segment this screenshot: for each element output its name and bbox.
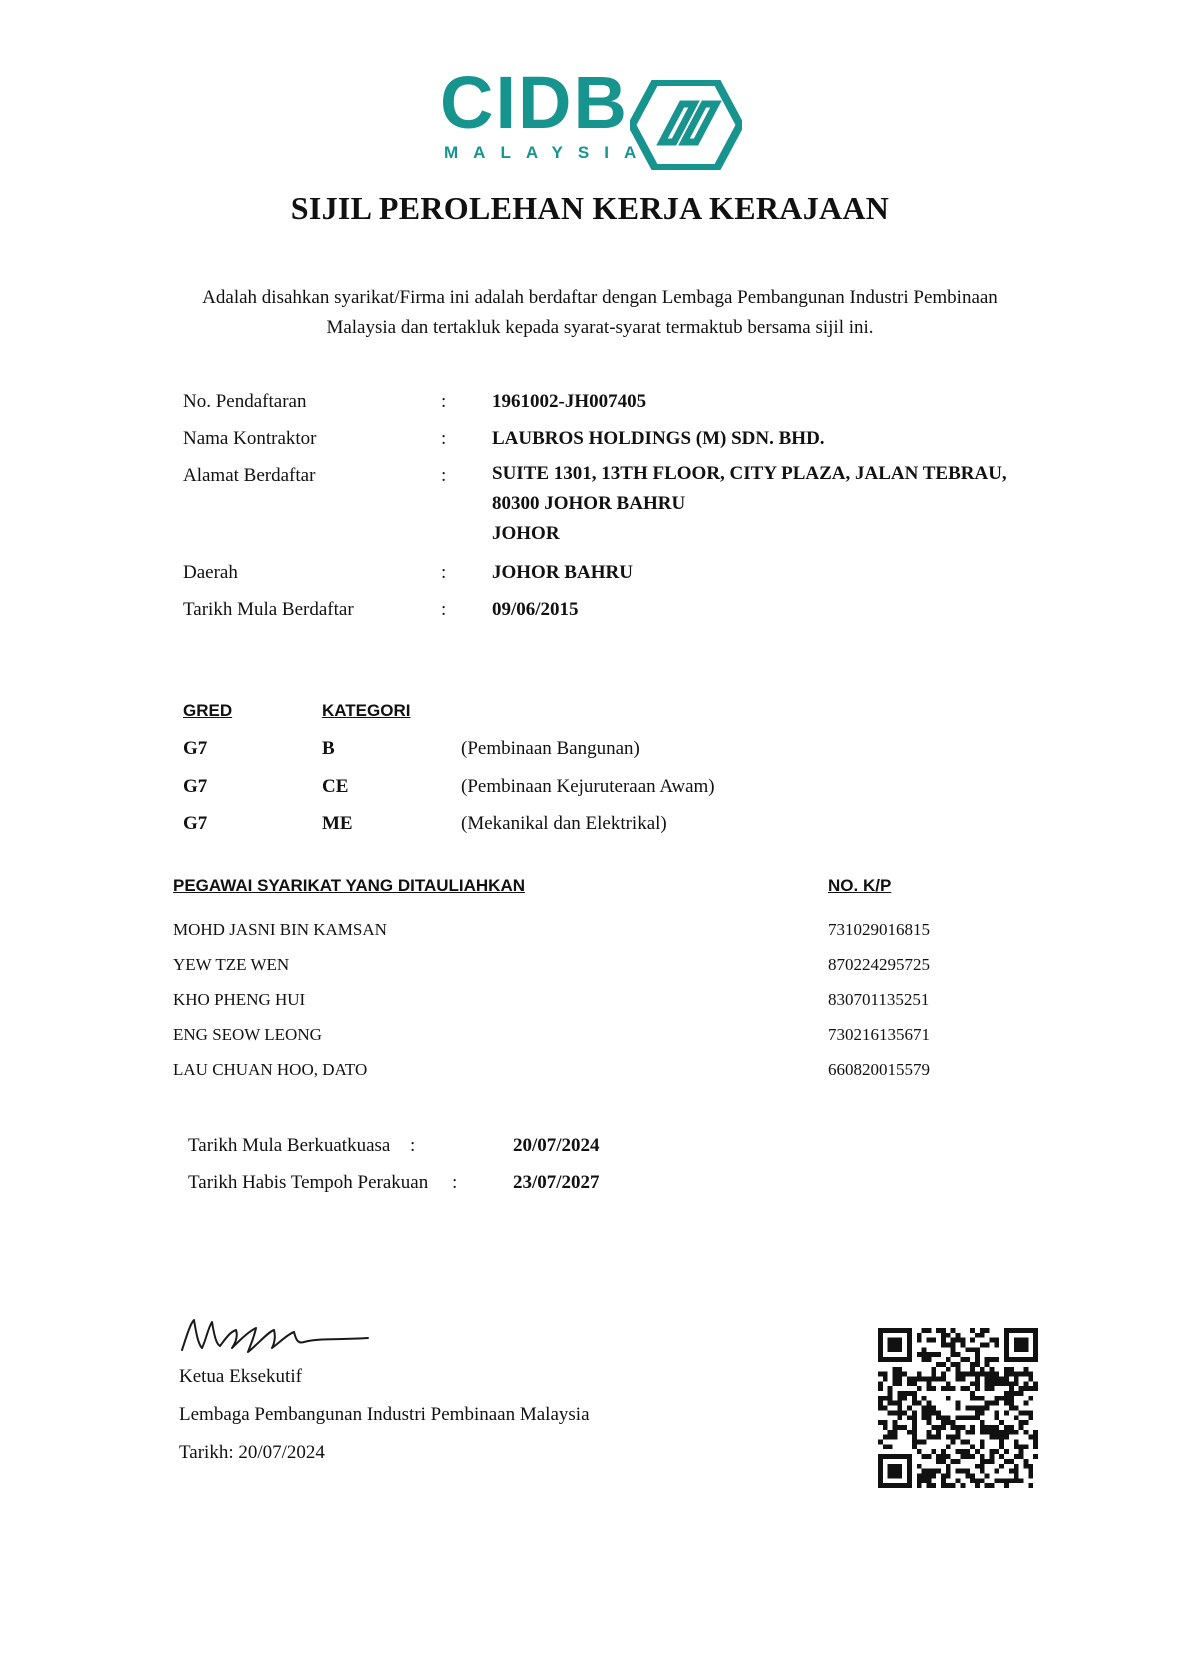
officers-header: PEGAWAI SYARIKAT YANG DITAULIAHKAN (173, 876, 526, 895)
officer-row-3-id: 830701135251 (828, 990, 930, 1009)
grade-header: GRED (183, 701, 233, 720)
signature-icon (178, 1310, 378, 1360)
qr-code-icon (878, 1328, 1038, 1488)
grade-row-2-category: CE (322, 776, 349, 797)
certificate-title: SIJIL PEROLEHAN KERJA KERAJAAN (290, 190, 890, 226)
district-colon: : (441, 562, 447, 583)
officer-row-2-id: 870224295725 (828, 955, 930, 974)
cidb-logo-icon (630, 80, 742, 170)
district-label: Daerah (183, 562, 238, 583)
validity-end-label: Tarikh Habis Tempoh Perakuan (188, 1172, 429, 1193)
officer-row-1-id: 731029016815 (828, 920, 930, 939)
officer-row-4-name: ENG SEOW LEONG (173, 1025, 322, 1044)
signature-date: Tarikh: 20/07/2024 (179, 1442, 325, 1463)
grade-row-3-grade: G7 (183, 813, 208, 834)
registered-date-value: 09/06/2015 (492, 599, 579, 620)
registered-date-colon: : (441, 599, 447, 620)
registration-value: 1961002-JH007405 (492, 391, 647, 412)
officer-row-2-name: YEW TZE WEN (173, 955, 290, 974)
contractor-colon: : (441, 428, 447, 449)
contractor-label: Nama Kontraktor (183, 428, 317, 449)
signatory-role: Ketua Eksekutif (179, 1366, 302, 1387)
address-line-2: 80300 JOHOR BAHRU (492, 493, 686, 514)
officer-row-1-name: MOHD JASNI BIN KAMSAN (173, 920, 387, 939)
officer-row-5-name: LAU CHUAN HOO, DATO (173, 1060, 368, 1079)
signatory-organization: Lembaga Pembangunan Industri Pembinaan Malaysia (179, 1404, 590, 1425)
district-value: JOHOR BAHRU (492, 562, 633, 583)
registration-colon: : (441, 391, 447, 412)
grade-row-3-category: ME (322, 813, 353, 834)
grade-row-1-grade: G7 (183, 738, 208, 759)
contractor-value: LAUBROS HOLDINGS (M) SDN. BHD. (492, 428, 825, 449)
grade-row-1-category: B (322, 738, 335, 759)
grade-row-3-description: (Mekanikal dan Elektrikal) (461, 813, 667, 834)
officer-row-3-name: KHO PHENG HUI (173, 990, 306, 1009)
address-line-1: SUITE 1301, 13TH FLOOR, CITY PLAZA, JALAN TEBRAU, (492, 463, 1007, 484)
address-colon: : (441, 465, 447, 486)
officer-row-4-id: 730216135671 (828, 1025, 930, 1044)
logo-subtext: MALAYSIA (444, 143, 652, 162)
address-label: Alamat Berdaftar (183, 465, 316, 486)
grade-row-1-description: (Pembinaan Bangunan) (461, 738, 640, 759)
validity-end-colon: : (452, 1172, 458, 1193)
intro-paragraph (160, 283, 1040, 343)
validity-end-value: 23/07/2027 (513, 1172, 600, 1193)
validity-start-colon: : (410, 1135, 416, 1156)
validity-start-value: 20/07/2024 (513, 1135, 600, 1156)
logo-text: CIDB (440, 61, 629, 144)
officers-id-header: NO. K/P (828, 876, 892, 895)
cidb-logo (440, 61, 750, 174)
registration-label: No. Pendaftaran (183, 391, 307, 412)
address-value (492, 459, 1007, 549)
category-header: KATEGORI (322, 701, 411, 720)
registered-date-label: Tarikh Mula Berdaftar (183, 599, 354, 620)
intro-line-1: Adalah disahkan syarikat/Firma ini adalah berdaftar dengan Lembaga Pembangunan Industri Pembinaan (202, 287, 998, 308)
grade-row-2-grade: G7 (183, 776, 208, 797)
intro-line-2: Malaysia dan tertakluk kepada syarat-syarat termaktub bersama sijil ini. (326, 317, 874, 338)
validity-start-label: Tarikh Mula Berkuatkuasa (188, 1135, 391, 1156)
officer-row-5-id: 660820015579 (828, 1060, 930, 1079)
address-line-3: JOHOR (492, 523, 560, 544)
grade-row-2-description: (Pembinaan Kejuruteraan Awam) (461, 776, 715, 797)
